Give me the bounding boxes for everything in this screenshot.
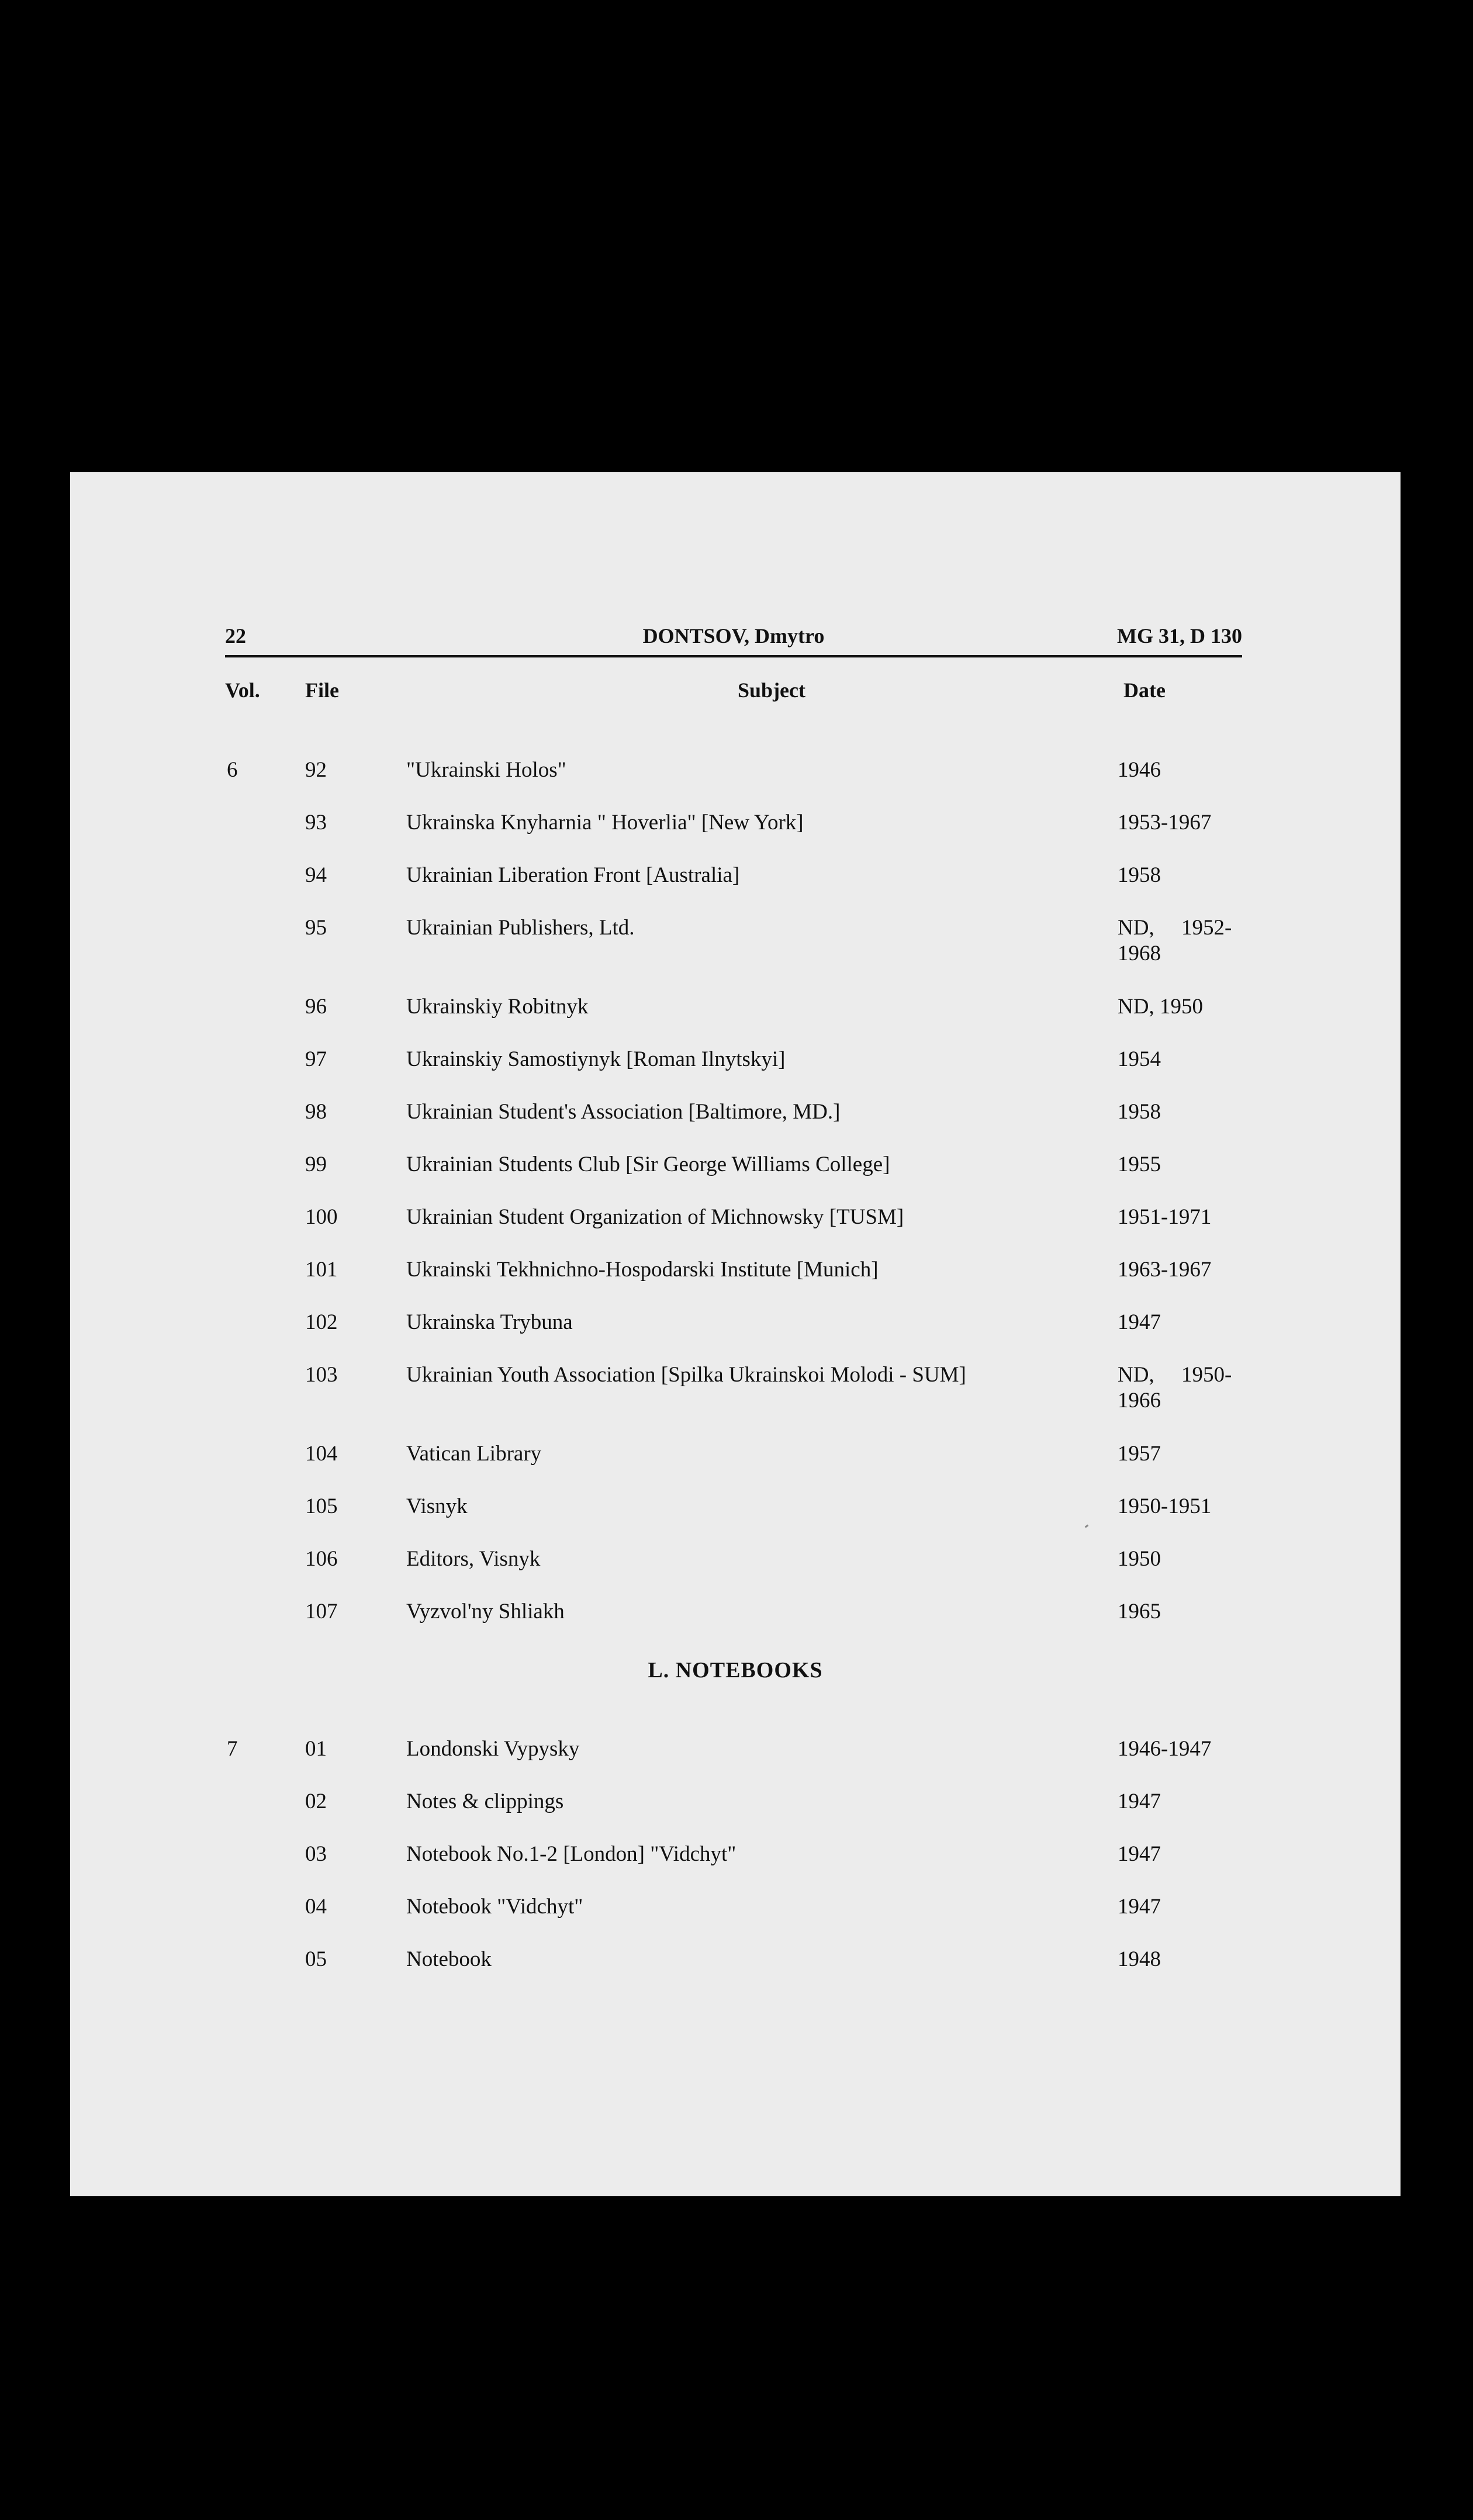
- date-cell: 1947: [1118, 1842, 1161, 1866]
- table-row: [70, 1362, 1401, 1413]
- date-cell: 1957: [1118, 1442, 1161, 1466]
- file-cell: 04: [305, 1895, 327, 1919]
- vol-cell: 6: [227, 758, 238, 782]
- subject-cell: Ukrainski Tekhnichno-Hospodarski Institute [Munich]: [406, 1258, 879, 1282]
- column-header-subject: Subject: [738, 679, 805, 702]
- file-cell: 95: [305, 916, 327, 940]
- date-cell: ND, 1950- 1966: [1118, 1363, 1232, 1413]
- file-cell: 103: [305, 1363, 338, 1387]
- table-row: [70, 863, 1401, 898]
- column-header-date: Date: [1123, 679, 1166, 702]
- date-cell: 1955: [1118, 1152, 1161, 1176]
- table-row: [70, 1841, 1401, 1877]
- subject-cell: Ukrainskiy Robitnyk: [406, 995, 589, 1019]
- subject-cell: Ukrainskiy Samostiynyk [Roman Ilnytskyi]: [406, 1047, 786, 1071]
- subject-cell: Visnyk: [406, 1494, 468, 1518]
- file-cell: 02: [305, 1789, 327, 1813]
- subject-cell: Vyzvol'ny Shliakh: [406, 1600, 565, 1624]
- date-cell: 1947: [1118, 1789, 1161, 1813]
- file-cell: 104: [305, 1442, 338, 1466]
- table-row: [70, 1441, 1401, 1476]
- file-cell: 102: [305, 1310, 338, 1334]
- file-cell: 05: [305, 1947, 327, 1971]
- subject-cell: Ukrainian Liberation Front [Australia]: [406, 863, 740, 887]
- date-cell: 1958: [1118, 1100, 1161, 1124]
- table-row: [70, 1546, 1401, 1581]
- document-page: [70, 472, 1401, 2196]
- table-row: [70, 1204, 1401, 1240]
- date-cell: 1946-1947: [1118, 1737, 1212, 1761]
- date-cell: 1947: [1118, 1310, 1161, 1334]
- table-row: [70, 1736, 1401, 1771]
- table-row: [70, 1599, 1401, 1634]
- file-cell: 101: [305, 1258, 338, 1282]
- column-header-file: File: [305, 679, 339, 702]
- table-row: [70, 757, 1401, 792]
- table-row: [70, 1947, 1401, 1982]
- table-row: [70, 1494, 1401, 1529]
- date-cell: 1954: [1118, 1047, 1161, 1071]
- date-cell: 1947: [1118, 1895, 1161, 1919]
- subject-cell: Ukrainian Youth Association [Spilka Ukrainskoi Molodi - SUM]: [406, 1363, 966, 1387]
- file-cell: 03: [305, 1842, 327, 1866]
- file-cell: 92: [305, 758, 327, 782]
- date-cell: 1951-1971: [1118, 1205, 1212, 1229]
- file-cell: 105: [305, 1494, 338, 1518]
- page-header: [225, 620, 1242, 655]
- vol-cell: 7: [227, 1737, 238, 1761]
- file-cell: 99: [305, 1152, 327, 1176]
- subject-cell: Ukrainian Students Club [Sir George Williams College]: [406, 1152, 890, 1176]
- subject-cell: Ukrainian Student Organization of Michnowsky [TUSM]: [406, 1205, 904, 1229]
- section-title: L. NOTEBOOKS: [648, 1658, 823, 1683]
- date-cell: ND, 1952- 1968: [1118, 916, 1232, 965]
- header-rule: [225, 655, 1242, 657]
- date-cell: ND, 1950: [1118, 995, 1203, 1019]
- table-row: [70, 1152, 1401, 1187]
- subject-cell: Editors, Visnyk: [406, 1547, 541, 1571]
- file-cell: 01: [305, 1737, 327, 1761]
- column-header-vol: Vol.: [225, 679, 260, 702]
- subject-cell: Notes & clippings: [406, 1789, 564, 1813]
- file-cell: 100: [305, 1205, 338, 1229]
- subject-cell: Ukrainian Student's Association [Baltimore, MD.]: [406, 1100, 841, 1124]
- file-cell: 93: [305, 811, 327, 835]
- file-cell: 94: [305, 863, 327, 887]
- subject-cell: Notebook No.1-2 [London] "Vidchyt": [406, 1842, 736, 1866]
- file-cell: 106: [305, 1547, 338, 1571]
- subject-cell: Notebook: [406, 1947, 492, 1971]
- table-row: [70, 1047, 1401, 1082]
- date-cell: 1965: [1118, 1600, 1161, 1624]
- table-row: [70, 1310, 1401, 1345]
- date-cell: 1946: [1118, 758, 1161, 782]
- table-row: [70, 994, 1401, 1029]
- subject-cell: Vatican Library: [406, 1442, 542, 1466]
- table-row: [70, 1789, 1401, 1824]
- subject-cell: Londonski Vypysky: [406, 1737, 580, 1761]
- date-cell: 1950: [1118, 1547, 1161, 1571]
- page-title: DONTSOV, Dmytro: [642, 624, 825, 648]
- date-cell: 1963-1967: [1118, 1258, 1212, 1282]
- subject-cell: Ukrainian Publishers, Ltd.: [406, 916, 635, 940]
- subject-cell: Ukrainska Knyharnia " Hoverlia" [New York]: [406, 811, 804, 835]
- date-cell: 1950-1951: [1118, 1494, 1212, 1518]
- table-row: [70, 1894, 1401, 1929]
- date-cell: 1958: [1118, 863, 1161, 887]
- date-cell: 1953-1967: [1118, 811, 1212, 835]
- table-row: [70, 810, 1401, 845]
- table-row: [70, 1257, 1401, 1292]
- file-cell: 96: [305, 995, 327, 1019]
- table-row: [70, 1099, 1401, 1134]
- subject-cell: Ukrainska Trybuna: [406, 1310, 573, 1334]
- date-cell: 1948: [1118, 1947, 1161, 1971]
- subject-cell: "Ukrainski Holos": [406, 758, 566, 782]
- page-number: 22: [225, 624, 246, 648]
- file-cell: 98: [305, 1100, 327, 1124]
- file-cell: 107: [305, 1600, 338, 1624]
- file-cell: 97: [305, 1047, 327, 1071]
- subject-cell: Notebook "Vidchyt": [406, 1895, 583, 1919]
- table-row: [70, 915, 1401, 965]
- reference-number: MG 31, D 130: [1117, 624, 1242, 648]
